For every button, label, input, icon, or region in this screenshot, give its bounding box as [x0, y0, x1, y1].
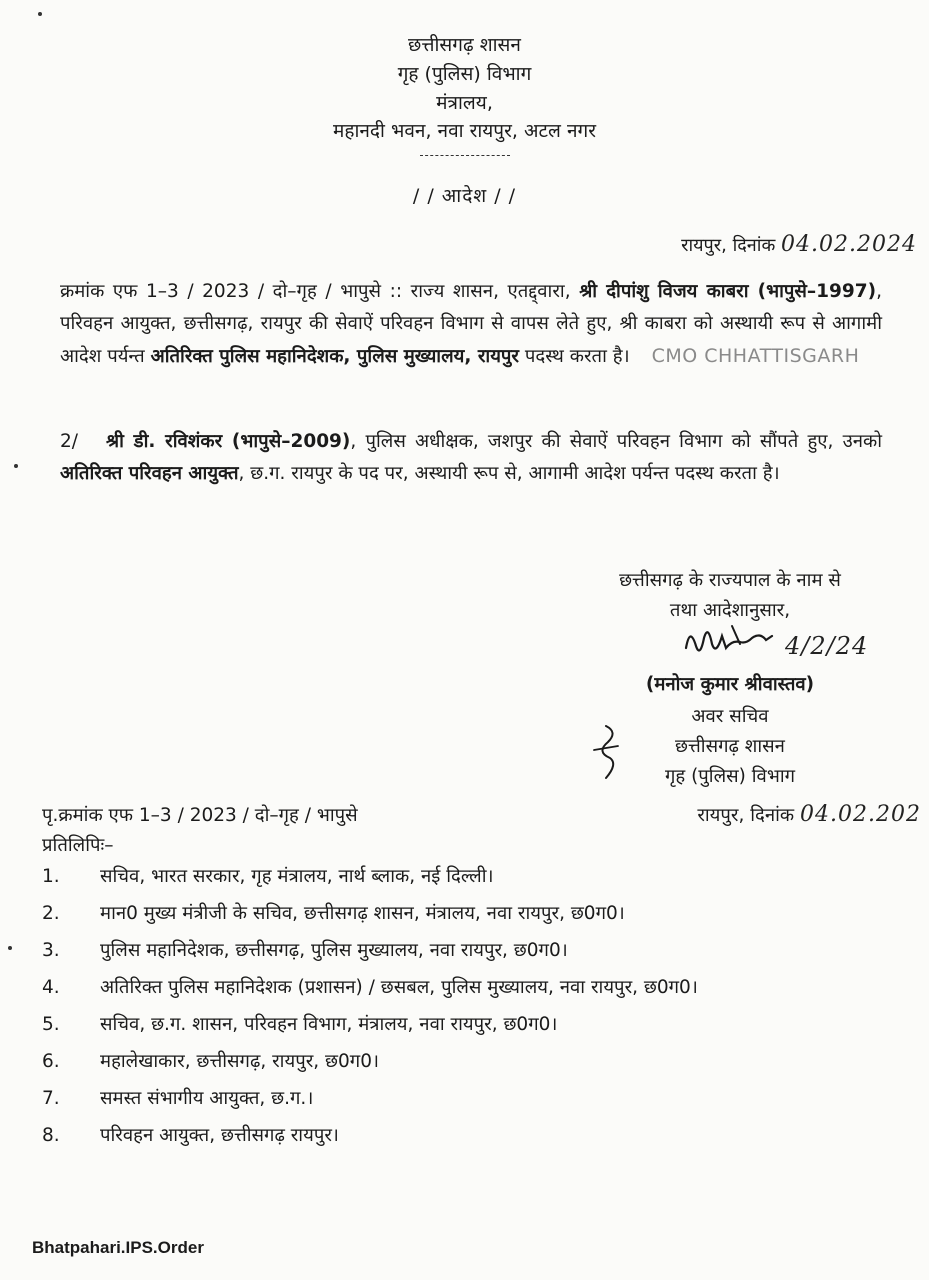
authority-line-1: छत्तीसगढ़ के राज्यपाल के नाम से: [619, 570, 841, 591]
copy-reference: पृ.क्रमांक एफ 1–3 / 2023 / दो–गृह / भापुसे: [42, 805, 358, 826]
para2-text: , छ.ग. रायपुर के पद पर, अस्थायी रूप से, आगामी आदेश पर्यन्त पदस्थ करता है।: [238, 463, 780, 484]
list-item-text: परिवहन आयुक्त, छत्तीसगढ़ रायपुर।: [100, 1125, 339, 1146]
copy-label: प्रतिलिपिः–: [42, 835, 114, 856]
list-item: [42, 1084, 892, 1114]
copy-list: [42, 862, 892, 1158]
list-item-text: महालेखाकार, छत्तीसगढ़, रायपुर, छ0ग0।: [100, 1051, 379, 1072]
header-govt: छत्तीसगढ़ शासन: [408, 34, 521, 56]
para2-number: 2/: [60, 431, 79, 452]
list-item-text: मान0 मुख्य मंत्रीजी के सचिव, छत्तीसगढ़ शासन, मंत्रालय, नवा रायपुर, छ0ग0।: [100, 903, 625, 924]
order-date: [681, 232, 917, 257]
list-item: [42, 899, 892, 929]
list-item-number: 3.: [42, 940, 60, 961]
new-post-2: अतिरिक्त परिवहन आयुक्त: [60, 463, 239, 484]
list-item-text: अतिरिक्त पुलिस महानिदेशक (प्रशासन) / छसबल, पुलिस मुख्यालय, नवा रायपुर, छ0ग0।: [100, 977, 698, 998]
officer-name-2: श्री डी. रविशंकर (भापुसे–2009): [106, 431, 351, 452]
list-item: [42, 1010, 892, 1040]
list-item: [42, 862, 892, 892]
list-item-number: 2.: [42, 903, 60, 924]
list-item: [42, 1121, 892, 1151]
stray-mark: [8, 946, 12, 950]
date-label: रायपुर, दिनांक: [681, 235, 776, 256]
signatory-dept-2: गृह (पुलिस) विभाग: [664, 766, 796, 787]
signatory-dept-1: छत्तीसगढ़ शासन: [675, 736, 785, 757]
signature-date: 4/2/24: [785, 632, 869, 660]
copy-date-label: रायपुर, दिनांक: [697, 805, 795, 826]
list-item-number: 6.: [42, 1051, 60, 1072]
authority-line-2: तथा आदेशानुसार,: [669, 600, 791, 621]
signatory-designation: अवर सचिव: [691, 706, 769, 727]
para1-text: , परिवहन आयुक्त, छत्तीसगढ़, रायपुर की सेवाऐं परिवहन विभाग से वापस लेते हुए, श्री काबरा को अस्थायी रूप से आगामी आदेश पर्यन्त: [60, 281, 882, 367]
list-item-number: 8.: [42, 1125, 60, 1146]
list-item-text: सचिव, छ.ग. शासन, परिवहन विभाग, मंत्रालय, नवा रायपुर, छ0ग0।: [100, 1014, 558, 1035]
handwritten-date: 04.02.2024: [781, 232, 917, 257]
header-ministry: मंत्रालय,: [436, 92, 493, 114]
copy-handwritten-date: 04.02.202: [800, 802, 921, 827]
list-item-number: 7.: [42, 1088, 60, 1109]
header-divider: [420, 155, 510, 156]
new-post-1: अतिरिक्त पुलिस महानिदेशक, पुलिस मुख्यालय, रायपुर: [150, 346, 520, 367]
list-item-text: सचिव, भारत सरकार, गृह मंत्रालय, नार्थ ब्लाक, नई दिल्ली।: [100, 866, 494, 887]
officer-name-1: श्री दीपांशु विजय काबरा (भापुसे–1997): [579, 281, 877, 302]
list-item: [42, 1047, 892, 1077]
list-item-number: 4.: [42, 977, 60, 998]
header-address: महानदी भवन, नवा रायपुर, अटल नगर: [333, 120, 596, 142]
signature-scribble: [680, 618, 800, 666]
order-paragraph-1: [60, 276, 882, 373]
watermark: CMO CHHATTISGARH: [651, 345, 860, 367]
signatory-name: (मनोज कुमार श्रीवास्तव): [645, 674, 815, 695]
header-dept: गृह (पुलिस) विभाग: [397, 63, 532, 85]
footer-source-label: Bhatpahari.IPS.Order: [32, 1238, 204, 1257]
list-item: [42, 936, 892, 966]
para1-text: क्रमांक एफ 1–3 / 2023 / दो–गृह / भापुसे :: राज्य शासन, एतद्द्वारा,: [60, 281, 580, 302]
copy-date: [697, 802, 921, 827]
para1-text: पदस्थ करता है।: [519, 346, 630, 367]
stray-mark: [38, 12, 42, 16]
order-paragraph-2: [60, 426, 882, 490]
stray-mark: [14, 464, 18, 468]
list-item: [42, 973, 892, 1003]
list-item-number: 5.: [42, 1014, 60, 1035]
list-item-number: 1.: [42, 866, 60, 887]
para2-text: , पुलिस अधीक्षक, जशपुर की सेवाऐं परिवहन विभाग को सौंपते हुए, उनको: [350, 431, 882, 452]
list-item-text: समस्त संभागीय आयुक्त, छ.ग.।: [100, 1088, 314, 1109]
order-title: / / आदेश / /: [412, 185, 517, 207]
list-item-text: पुलिस महानिदेशक, छत्तीसगढ़, पुलिस मुख्यालय, नवा रायपुर, छ0ग0।: [100, 940, 568, 961]
